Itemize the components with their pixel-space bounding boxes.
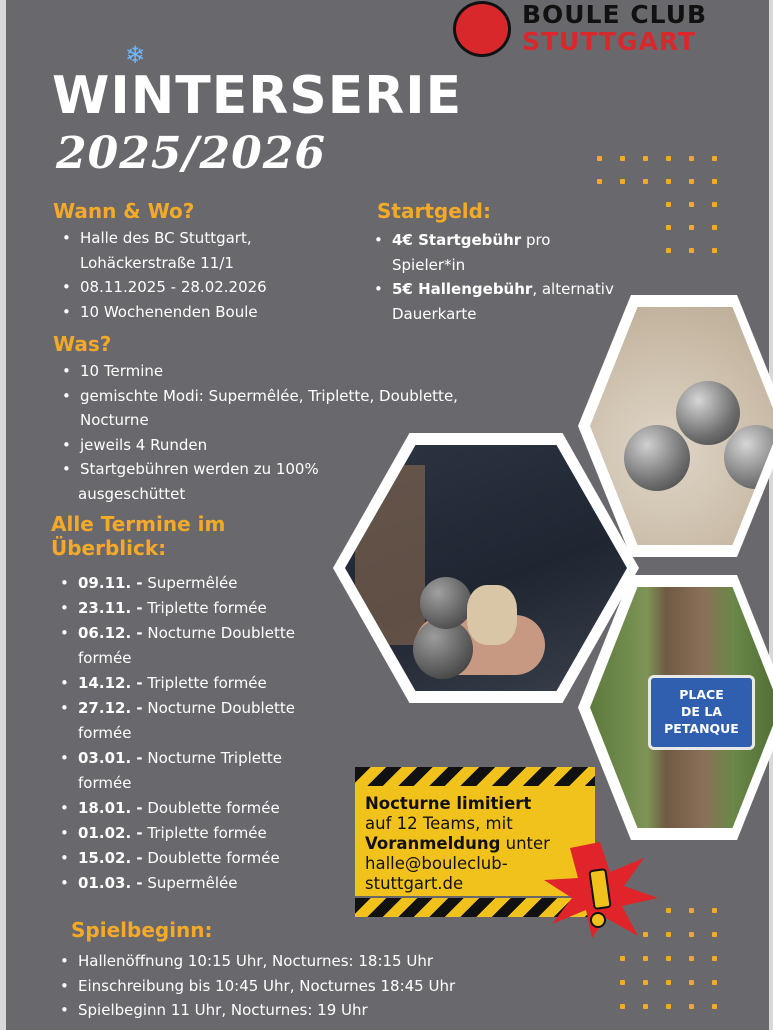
list-item-cont: Spieler*in [392, 255, 466, 274]
list-item: • Einschreibung bis 10:45 Uhr, Nocturnes 18:45 Uhr [54, 974, 574, 999]
termin-mode: Triplette formée [142, 824, 267, 842]
list-item: • 08.11.2025 - 28.02.2026 [56, 275, 356, 300]
list-item: • gemischte Modi: Supermêlée, Triplette, Doublette, [56, 384, 526, 409]
termin-mode: Supermêlée [142, 874, 238, 892]
list-item-cont: Nocturne [80, 411, 149, 429]
termin-item [54, 871, 354, 896]
termin-item [54, 796, 354, 821]
termine-list [54, 571, 354, 896]
notice-bold: Voranmeldung [365, 834, 501, 853]
list-item: • Spielbeginn 11 Uhr, Nocturnes: 19 Uhr [54, 998, 574, 1023]
right-edge [769, 0, 773, 1030]
fee-rest: pro [521, 231, 551, 249]
termin-item [54, 571, 354, 596]
termin-date: 01.02. - [78, 824, 143, 842]
termin-item [54, 671, 354, 696]
fee-rest: , alternativ [532, 280, 614, 298]
termin-mode: Doublette formée [142, 849, 280, 867]
termin-date: 03.01. - [78, 749, 143, 767]
list-item: • Halle des BC Stuttgart, [56, 226, 356, 251]
termin-item-cont: formée [78, 774, 132, 792]
list-item [368, 277, 638, 302]
notice-email-line: halle@bouleclub- [365, 854, 508, 873]
place-de-la-petanque-sign [648, 675, 755, 750]
decorative-dot-grid-bottom [620, 908, 717, 1009]
termin-mode: Nocturne Doublette [142, 624, 295, 642]
section-heading-termine-1: Alle Termine im [51, 512, 226, 536]
list-item: • 10 Wochenenden Boule [56, 300, 356, 325]
termin-mode: Supermêlée [142, 574, 238, 592]
page-title: WINTERSERIE [52, 66, 463, 126]
list-item: • 10 Termine [56, 359, 526, 384]
list-item [368, 228, 638, 253]
list-item-cont: ausgeschüttet [78, 484, 186, 503]
left-edge [0, 0, 6, 1030]
section-heading-wann-wo: Wann & Wo? [53, 199, 195, 223]
section-heading-was: Was? [53, 332, 112, 356]
termin-mode: Triplette formée [142, 599, 267, 617]
termin-date: 09.11. - [78, 574, 143, 592]
termin-mode: Doublette formée [142, 799, 280, 817]
page-subtitle: 2025/2026 [56, 128, 326, 179]
termin-item-cont: formée [78, 649, 132, 667]
termin-mode: Triplette formée [142, 674, 267, 692]
termin-item [54, 596, 354, 621]
termin-date: 23.11. - [78, 599, 143, 617]
section-heading-spielbeginn: Spielbeginn: [71, 918, 213, 942]
sign-line: PETANQUE [664, 721, 739, 736]
notice-email-line: stuttgart.de [365, 874, 464, 893]
termin-mode: Nocturne Triplette [142, 749, 283, 767]
sign-line: DE LA [681, 704, 722, 719]
notice-line: auf 12 Teams, mit [365, 814, 513, 833]
boule-ball-icon [420, 577, 472, 629]
termin-item-cont: formée [78, 724, 132, 742]
termin-item [54, 746, 354, 771]
notice-line: unter [500, 834, 550, 853]
list-item: • jeweils 4 Runden [56, 433, 526, 458]
termin-item [54, 821, 354, 846]
list-item-cont: Lohäckerstraße 11/1 [80, 253, 234, 272]
termin-item [54, 846, 354, 871]
boule-ball-icon [624, 425, 690, 491]
boule-ball-icon [676, 381, 740, 445]
logo-ball-icon [453, 1, 511, 57]
termin-date: 14.12. - [78, 674, 143, 692]
termin-item [54, 621, 354, 646]
startgeld-list [368, 228, 638, 326]
list-item: • Startgebühren werden zu 100% [56, 457, 526, 482]
fee-label: 4€ Startgebühr [392, 231, 522, 249]
termin-mode: Nocturne Doublette [142, 699, 295, 717]
fee-label: 5€ Hallengebühr [392, 280, 533, 298]
cloth-bag-icon [467, 585, 517, 645]
list-item: • Hallenöffnung 10:15 Uhr, Nocturnes: 18:15 Uhr [54, 949, 574, 974]
sign-line: PLACE [679, 687, 724, 702]
notice-bold: Nocturne limitiert [365, 794, 532, 813]
list-item-cont: Dauerkarte [392, 304, 477, 323]
termin-date: 15.02. - [78, 849, 143, 867]
wann-wo-list [56, 226, 356, 324]
logo-text-line1: BOULE CLUB [522, 0, 708, 29]
section-heading-termine-2: Überblick: [51, 536, 167, 560]
termin-date: 18.01. - [78, 799, 143, 817]
termin-date: 01.03. - [78, 874, 143, 892]
section-heading-startgeld: Startgeld: [377, 199, 491, 223]
termin-item [54, 696, 354, 721]
logo-text-line2: STUTTGART [522, 27, 697, 56]
termin-date: 27.12. - [78, 699, 143, 717]
hazard-stripe-top [355, 767, 595, 786]
snowflake-icon: ❄ [125, 41, 146, 69]
spielbeginn-list [54, 949, 574, 1023]
termin-date: 06.12. - [78, 624, 143, 642]
